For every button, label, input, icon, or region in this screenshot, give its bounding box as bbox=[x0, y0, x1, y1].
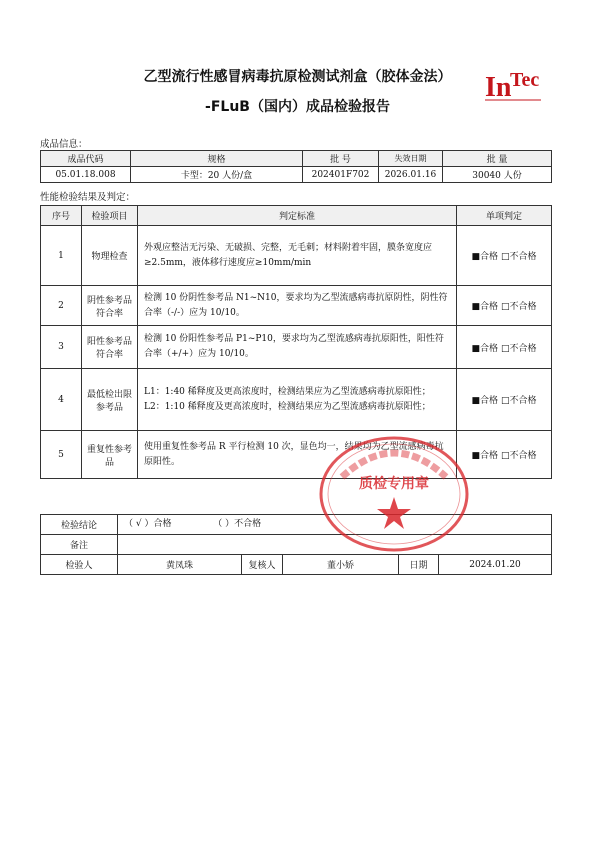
row-item: 物理检查 bbox=[82, 226, 138, 286]
row-criteria: 使用重复性参考品 R 平行检测 10 次，显色均一，结果均为乙型流感病毒抗原阳性。 bbox=[138, 431, 457, 479]
row-item: 阴性参考品符合率 bbox=[82, 286, 138, 326]
logo-text-in: In bbox=[485, 72, 512, 103]
table-row bbox=[41, 326, 552, 369]
report-title-line2: -FLuB（国内）成品检验报告 bbox=[205, 99, 390, 115]
header-product-code: 成品代码 bbox=[41, 151, 131, 167]
product-code: 05.01.18.008 bbox=[41, 167, 131, 183]
criteria-l1: L1：1:40 稀释度及更高浓度时，检测结果应为乙型流感病毒抗原阳性； bbox=[144, 386, 431, 397]
expiry-date: 2026.01.16 bbox=[379, 167, 443, 183]
row-item: 重复性参考品 bbox=[82, 431, 138, 479]
row-criteria: 检测 10 份阴性参考品 N1~N10，要求均为乙型流感病毒抗原阴性，阴性符合率（-/-）应为 10/10。 bbox=[138, 286, 457, 326]
performance-label: 性能检验结果及判定： bbox=[40, 192, 136, 203]
header-no: 序号 bbox=[41, 206, 82, 226]
inspection-date: 2024.01.20 bbox=[439, 555, 552, 575]
fail-checkbox[interactable]: □不合格 bbox=[500, 451, 537, 461]
table-row bbox=[41, 369, 552, 431]
lot-number: 202401F702 bbox=[303, 167, 379, 183]
row-no: 2 bbox=[41, 286, 82, 326]
row-item: 最低检出限参考品 bbox=[82, 369, 138, 431]
performance-table bbox=[40, 205, 552, 479]
conclusion-options bbox=[118, 515, 552, 535]
row-no: 1 bbox=[41, 226, 82, 286]
pass-checkbox[interactable]: ■合格 bbox=[471, 302, 499, 312]
row-no: 4 bbox=[41, 369, 82, 431]
header-quantity: 批 量 bbox=[443, 151, 552, 167]
pass-checkbox[interactable]: ■合格 bbox=[471, 343, 499, 354]
row-item: 阳性参考品符合率 bbox=[82, 326, 138, 369]
date-label: 日期 bbox=[399, 555, 439, 575]
reviewer-label: 复核人 bbox=[242, 555, 283, 575]
spec-value: 卡型：20 人份/盒 bbox=[131, 167, 303, 183]
remark-label: 备注 bbox=[41, 535, 118, 555]
remark-field[interactable] bbox=[118, 535, 552, 555]
row-judgement bbox=[457, 369, 552, 431]
header-judgement: 单项判定 bbox=[457, 206, 552, 226]
report-title-line1: 乙型流行性感冒病毒抗原检测试剂盒（胶体金法） bbox=[143, 69, 452, 85]
logo-text-tec: Tec bbox=[510, 69, 540, 91]
fail-checkbox[interactable]: □不合格 bbox=[500, 252, 537, 262]
conclusion-pass-option[interactable]: （ √ ）合格 bbox=[124, 519, 172, 529]
header-criteria: 判定标准 bbox=[138, 206, 457, 226]
row-judgement bbox=[457, 226, 552, 286]
table-row bbox=[41, 226, 552, 286]
row-judgement bbox=[457, 286, 552, 326]
table-row bbox=[41, 431, 552, 479]
header-lot: 批 号 bbox=[303, 151, 379, 167]
performance-header-row bbox=[41, 206, 552, 226]
row-judgement bbox=[457, 326, 552, 369]
row-criteria bbox=[138, 369, 457, 431]
inspector-label: 检验人 bbox=[41, 555, 118, 575]
table-row bbox=[41, 286, 552, 326]
product-info-header-row bbox=[41, 151, 552, 167]
row-no: 3 bbox=[41, 326, 82, 369]
product-info-value-row bbox=[41, 167, 552, 183]
conclusion-fail-option[interactable]: （ ）不合格 bbox=[213, 519, 262, 529]
conclusion-row bbox=[41, 515, 552, 535]
pass-checkbox[interactable]: ■合格 bbox=[471, 396, 499, 406]
conclusion-label: 检验结论 bbox=[41, 515, 118, 535]
signature-row bbox=[41, 555, 552, 575]
product-info-table bbox=[40, 150, 552, 183]
stamp-text: 质检专用章 bbox=[359, 476, 429, 492]
pass-checkbox[interactable]: ■合格 bbox=[471, 252, 499, 262]
fail-checkbox[interactable]: □不合格 bbox=[500, 396, 537, 406]
criteria-l2: L2：1:10 稀释度及更高浓度时，检测结果应为乙型流感病毒抗原阳性； bbox=[144, 401, 431, 412]
row-criteria: 外观应整洁无污染、无破损、完整，无毛刺；材料附着牢固，膜条宽度应≥2.5mm，液体移行速度应≥10mm/min bbox=[138, 226, 457, 286]
header-spec: 规格 bbox=[131, 151, 303, 167]
row-no: 5 bbox=[41, 431, 82, 479]
pass-checkbox[interactable]: ■合格 bbox=[471, 451, 499, 461]
fail-checkbox[interactable]: □不合格 bbox=[500, 302, 537, 312]
row-criteria: 检测 10 份阳性参考品 P1~P10，要求均为乙型流感病毒抗原阳性，阳性符合率（+/+）应为 10/10。 bbox=[138, 326, 457, 369]
product-info-label: 成品信息： bbox=[40, 139, 88, 150]
header-item: 检验项目 bbox=[82, 206, 138, 226]
row-judgement bbox=[457, 431, 552, 479]
header-expiry: 失效日期 bbox=[379, 151, 443, 167]
remark-row bbox=[41, 535, 552, 555]
fail-checkbox[interactable]: □不合格 bbox=[500, 343, 537, 354]
reviewer-name: 董小娇 bbox=[283, 555, 399, 575]
conclusion-table bbox=[40, 514, 552, 575]
intec-logo bbox=[483, 62, 543, 106]
inspector-name: 黄凤珠 bbox=[118, 555, 242, 575]
batch-quantity: 30040 人份 bbox=[443, 167, 552, 183]
